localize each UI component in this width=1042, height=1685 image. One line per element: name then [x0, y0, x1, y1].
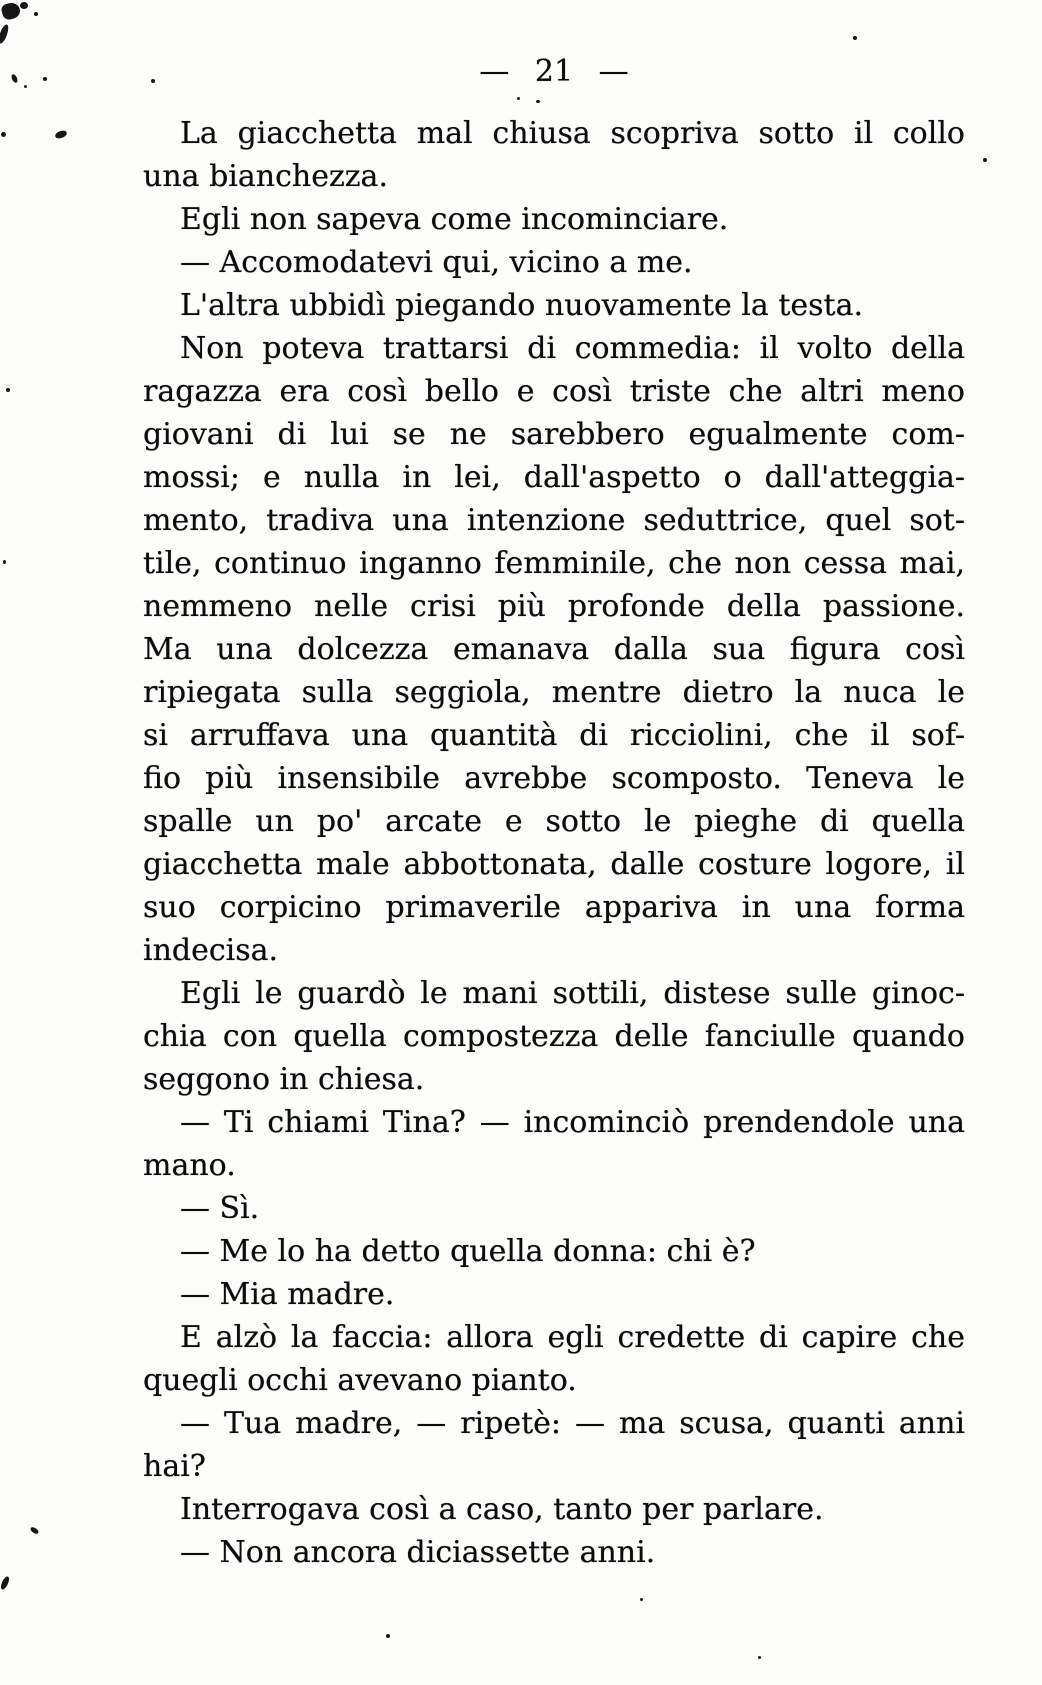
- text-line: nemmeno nelle crisi più profonde della passione.: [143, 589, 965, 624]
- ink-speck: [43, 77, 47, 81]
- text-line: tile, continuo inganno femminile, che non cessa mai,: [143, 546, 965, 581]
- text-line: — Ti chiami Tina? — incominciò prendendole una: [180, 1105, 965, 1140]
- text-line: si arruffava una quantità di ricciolini, che il sof-: [143, 718, 965, 753]
- text-line: — Me lo ha detto quella donna: chi è?: [180, 1234, 756, 1269]
- text-line: mano.: [143, 1148, 236, 1183]
- ink-speck: [54, 129, 68, 140]
- text-line: — Accomodatevi qui, vicino a me.: [180, 245, 693, 280]
- text-line: — Mia madre.: [180, 1277, 395, 1312]
- text-line: giovani di lui se ne sarebbero egualmente com-: [143, 417, 965, 452]
- text-line: — Tua madre, — ripetè: — ma scusa, quanti anni: [180, 1406, 965, 1441]
- text-line: ragazza era così bello e così triste che altri meno: [143, 374, 965, 409]
- ink-speck: [34, 12, 38, 16]
- ink-speck: [983, 158, 987, 162]
- text-line: Non poteva trattarsi di commedia: il volto della: [180, 331, 965, 366]
- text-line: Ma una dolcezza emanava dalla sua figura così: [143, 632, 965, 667]
- page-number: — 21 —: [479, 54, 629, 89]
- text-line: giacchetta male abbottonata, dalle costure logore, il: [143, 847, 965, 882]
- ink-speck: [0, 1, 22, 21]
- text-line: chia con quella compostezza delle fanciulle quando: [143, 1019, 965, 1054]
- ink-speck: [151, 79, 155, 83]
- ink-speck: [0, 23, 10, 44]
- text-line: hai?: [143, 1449, 206, 1484]
- text-line: L'altra ubbidì piegando nuovamente la testa.: [180, 288, 863, 323]
- ink-speck: [3, 560, 6, 564]
- text-line: mento, tradiva una intenzione seduttrice, quel sot-: [143, 503, 965, 538]
- ink-speck: [517, 97, 520, 100]
- ink-speck: [0, 1575, 11, 1590]
- ink-speck: [853, 36, 857, 40]
- text-line: fio più insensibile avrebbe scomposto. Teneva le: [143, 761, 965, 796]
- text-line: indecisa.: [143, 933, 279, 968]
- text-line: seggono in chiesa.: [143, 1062, 425, 1097]
- text-line: ripiegata sulla seggiola, mentre dietro la nuca le: [143, 675, 965, 710]
- ink-speck: [536, 100, 540, 103]
- text-line: spalle un po' arcate e sotto le pieghe di quella: [143, 804, 965, 839]
- ink-speck: [24, 85, 27, 88]
- text-line: — Sì.: [180, 1191, 260, 1226]
- text-block: [143, 112, 965, 1574]
- text-line: — Non ancora diciassette anni.: [180, 1535, 656, 1570]
- text-line: E alzò la faccia: allora egli credette di capire che: [180, 1320, 965, 1355]
- ink-speck: [6, 388, 10, 392]
- text-line: quegli occhi avevano pianto.: [143, 1363, 577, 1398]
- text-line: Egli non sapeva come incominciare.: [180, 202, 729, 237]
- text-line: suo corpicino primaverile appariva in una forma: [143, 890, 965, 925]
- text-line: Interrogava così a caso, tanto per parlare.: [180, 1492, 824, 1527]
- text-line: La giacchetta mal chiusa scopriva sotto il collo: [180, 116, 965, 151]
- text-line: Egli le guardò le mani sottili, distese sulle ginoc-: [180, 976, 965, 1011]
- ink-speck: [758, 1656, 761, 1659]
- text-line: una bianchezza.: [143, 159, 388, 194]
- ink-speck: [386, 1634, 390, 1638]
- ink-speck: [1, 132, 6, 137]
- ink-speck: [10, 73, 18, 83]
- text-line: mossi; e nulla in lei, dall'aspetto o dall'atteggia-: [143, 460, 965, 495]
- ink-speck: [640, 1598, 643, 1601]
- ink-speck: [29, 1526, 39, 1535]
- ink-speck: [20, 2, 28, 9]
